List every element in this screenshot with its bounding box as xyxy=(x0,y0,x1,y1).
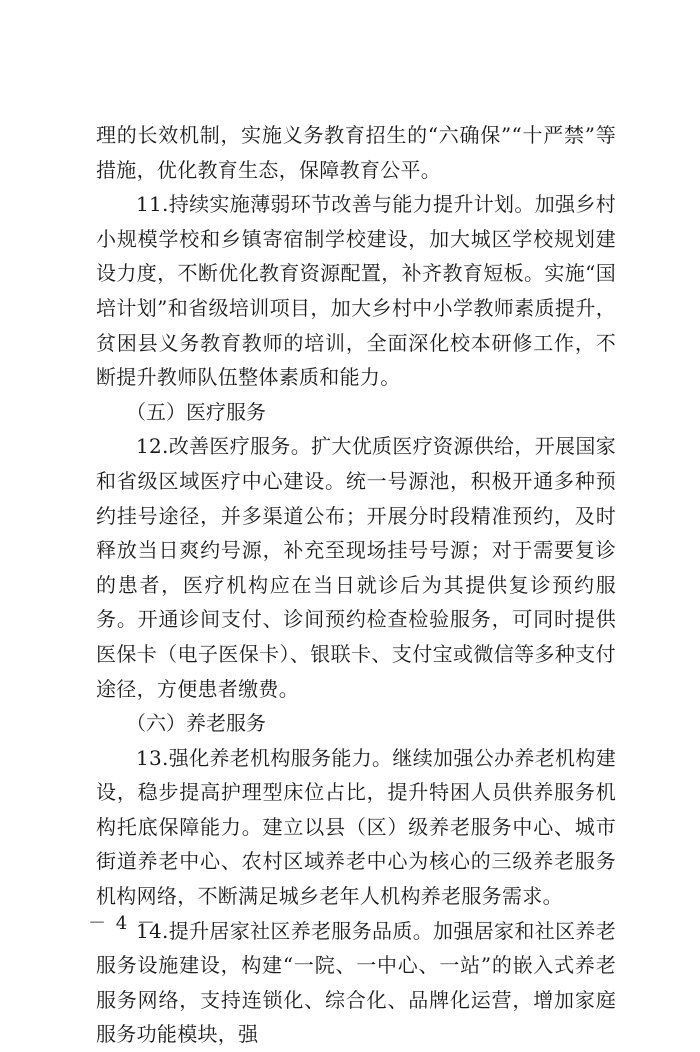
paragraph-item-13: 13.强化养老机构服务能力。继续加强公办养老机构建设，稳步提高护理型床位占比，提升特困人员供养服务机构托底保障能力。建立以县（区）级养老服务中心、城市街道养老中心、农村区域养老中心为核心的三级养老服务机构网络，不断满足城乡老年人机构养老服务需求。 xyxy=(96,745,616,909)
paragraph-continuation: 理的长效机制，实施义务教育招生的“六确保”“十严禁”等措施，优化教育生态，保障教育公平。 xyxy=(96,123,616,182)
section-heading-elderly-care: （六）养老服务 xyxy=(126,711,266,736)
paragraph-item-11: 11.持续实施薄弱环节改善与能力提升计划。加强乡村小规模学校和乡镇寄宿制学校建设，加大城区学校规划建设力度，不断优化教育资源配置，补齐教育短板。实施“国培计划”和省级培训项目，加大乡村中小学教师素质提升，贫困县义务教育教师的培训，全面深化校本研修工作，不断提升教师队伍整体素质和能力。 xyxy=(96,192,616,390)
section-heading-medical: （五）医疗服务 xyxy=(126,399,266,424)
paragraph-item-14: 14.提升居家社区养老服务品质。加强居家和社区养老服务设施建设，构建“一院、一中心、一站”的嵌入式养老服务网络，支持连锁化、综合化、品牌化运营，增加家庭服务功能模块，强 xyxy=(96,918,616,1047)
paragraph-item-12: 12.改善医疗服务。扩大优质医疗资源供给，开展国家和省级区域医疗中心建设。统一号源池，积极开通多种预约挂号途径，并多渠道公布；开展分时段精准预约，及时释放当日爽约号源，补充至现场挂号号源；对于需要复诊的患者，医疗机构应在当日就诊后为其提供复诊预约服务。开通诊间支付、诊间预约检查检验服务，可同时提供医保卡（电子医保卡）、银联卡、支付宝或微信等多种支付途径，方便患者缴费。 xyxy=(96,434,616,701)
document-body xyxy=(96,118,616,1052)
page-number: － 4 － xyxy=(88,913,157,934)
